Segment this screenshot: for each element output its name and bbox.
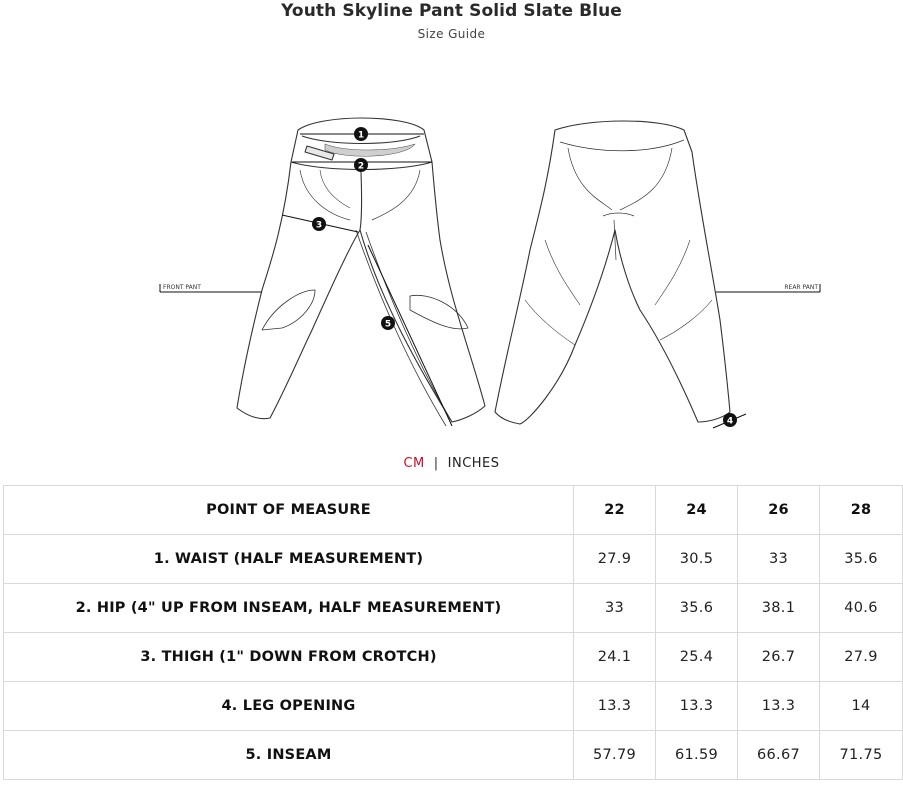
rear-pant-label: REAR PANT [784, 284, 818, 291]
table-cell: 27.9 [820, 633, 903, 682]
table-cell: 14 [820, 682, 903, 731]
marker-5 [381, 316, 395, 330]
svg-text:4: 4 [726, 416, 734, 427]
svg-text:5: 5 [384, 319, 392, 330]
pant-diagram [0, 100, 903, 440]
table-cell: 71.75 [820, 731, 903, 780]
svg-text:2: 2 [357, 161, 365, 172]
table-cell: 13.3 [656, 682, 738, 731]
marker-4 [723, 413, 737, 427]
table-row [4, 682, 903, 731]
row-label: 1. WAIST (HALF MEASUREMENT) [4, 535, 574, 584]
table-cell: 13.3 [738, 682, 820, 731]
table-cell: 13.3 [574, 682, 656, 731]
svg-text:1: 1 [357, 130, 365, 141]
size-chart-table [3, 485, 903, 780]
rear-pant-illustration [495, 121, 730, 424]
page-title: Youth Skyline Pant Solid Slate Blue [281, 1, 622, 21]
header-size-22: 22 [574, 486, 656, 535]
row-label: 5. INSEAM [4, 731, 574, 780]
unit-toggle [0, 456, 903, 471]
table-cell: 35.6 [656, 584, 738, 633]
table-cell: 38.1 [738, 584, 820, 633]
marker-1 [354, 127, 368, 141]
table-row [4, 584, 903, 633]
table-cell: 30.5 [656, 535, 738, 584]
header-size-28: 28 [820, 486, 903, 535]
row-label: 4. LEG OPENING [4, 682, 574, 731]
row-label: 2. HIP (4" UP FROM INSEAM, HALF MEASUREMENT) [4, 584, 574, 633]
marker-3 [312, 217, 326, 231]
table-cell: 40.6 [820, 584, 903, 633]
header-point-of-measure: POINT OF MEASURE [4, 486, 574, 535]
marker-2 [354, 158, 368, 172]
table-row [4, 731, 903, 780]
table-cell: 61.59 [656, 731, 738, 780]
unit-separator: | [433, 456, 439, 471]
table-cell: 33 [574, 584, 656, 633]
page-subtitle: Size Guide [417, 27, 486, 41]
table-cell: 57.79 [574, 731, 656, 780]
table-cell: 26.7 [738, 633, 820, 682]
table-cell: 27.9 [574, 535, 656, 584]
header-size-24: 24 [656, 486, 738, 535]
table-header-row [4, 486, 903, 535]
table-cell: 66.67 [738, 731, 820, 780]
table-row [4, 535, 903, 584]
table-cell: 35.6 [820, 535, 903, 584]
unit-inches-toggle[interactable]: INCHES [447, 456, 500, 471]
unit-cm-toggle[interactable]: CM [403, 456, 425, 471]
header-size-26: 26 [738, 486, 820, 535]
table-cell: 25.4 [656, 633, 738, 682]
table-row [4, 633, 903, 682]
table-cell: 24.1 [574, 633, 656, 682]
svg-text:3: 3 [315, 220, 323, 231]
table-cell: 33 [738, 535, 820, 584]
row-label: 3. THIGH (1" DOWN FROM CROTCH) [4, 633, 574, 682]
front-pant-label: FRONT PANT [163, 284, 201, 291]
